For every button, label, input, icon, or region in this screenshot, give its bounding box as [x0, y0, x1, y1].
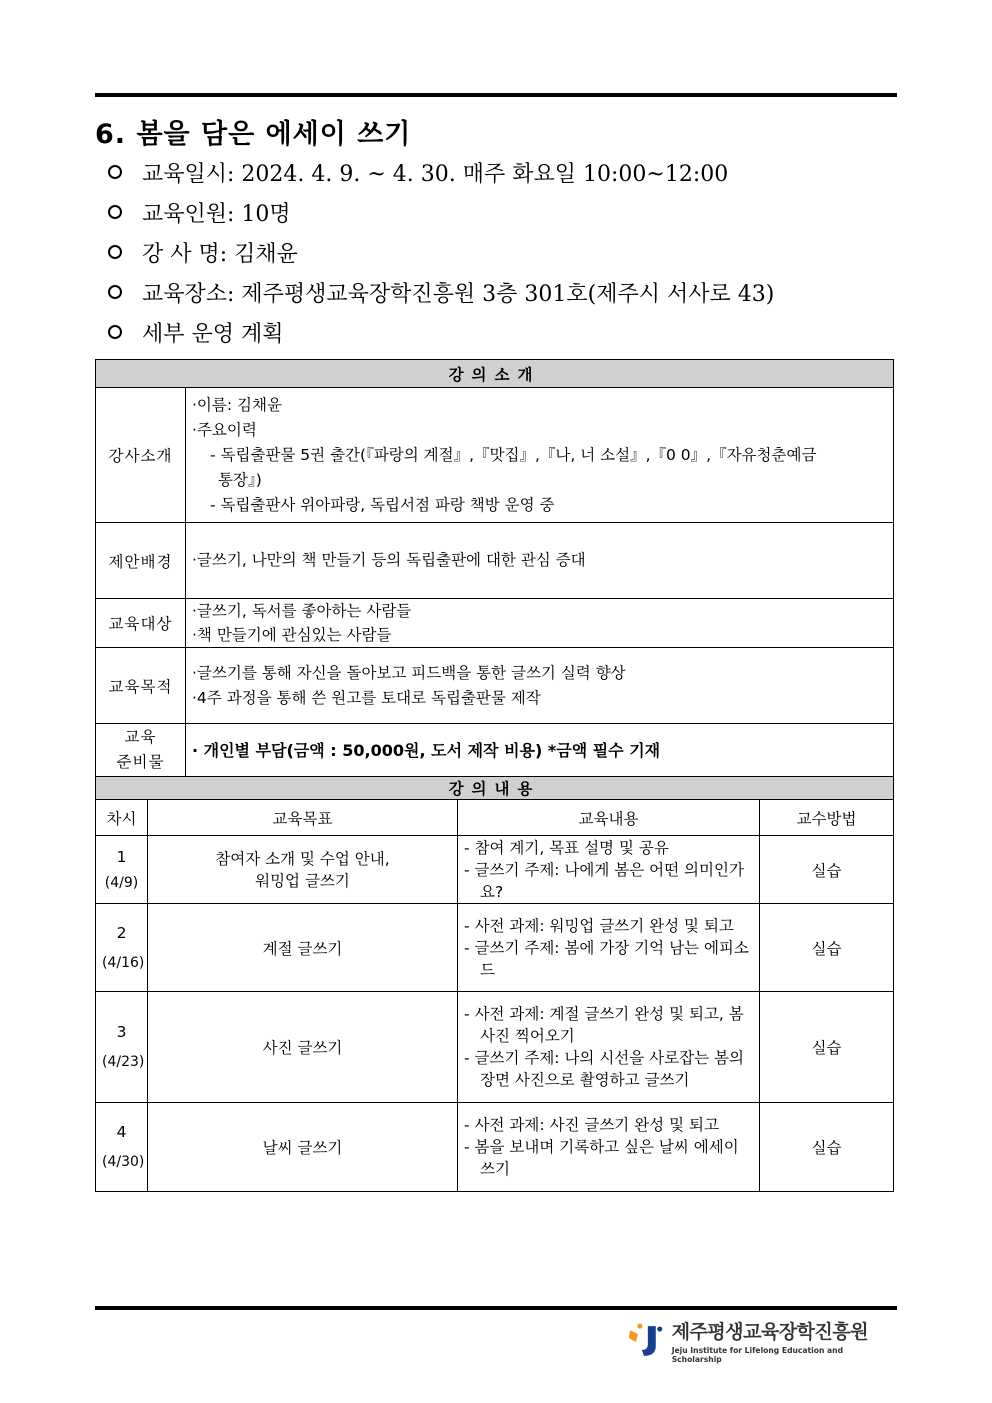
session-content-item: - 사전 과제: 계절 글쓰기 완성 및 퇴고, 봄 사진 찍어오기 [464, 1005, 744, 1045]
session-content-item: - 글쓰기 주제: 나에게 봄은 어떤 의미인가요? [464, 860, 744, 901]
operation-plan-table [95, 359, 894, 1192]
instructor-line: ·주요이력 [192, 420, 257, 439]
bullet-text: 교육일시: 2024. 4. 9. ~ 4. 30. 매주 화요일 10:00~12:00 [142, 161, 729, 187]
session-content [458, 1103, 760, 1192]
bullet-text: 교육인원: 10명 [142, 201, 291, 227]
instructor-content [186, 388, 894, 523]
session-goal-line: 계절 글쓰기 [262, 939, 343, 958]
session-goal-line: 워밍업 글쓰기 [255, 871, 350, 890]
session-number: 4 [116, 1123, 127, 1141]
session-content-item: - 참여 계기, 목표 설명 및 공유 [464, 838, 669, 857]
session-goal-line: 사진 글쓰기 [262, 1039, 343, 1057]
intro-section-heading: 강의소개 [96, 360, 894, 388]
target-content [186, 599, 894, 648]
session-number: 2 [116, 923, 127, 942]
table-row [96, 904, 894, 992]
session-method: 실습 [760, 836, 894, 904]
instructor-line: 통장』) [218, 470, 262, 489]
session-goal [148, 836, 458, 904]
session-date: (4/9) [104, 874, 139, 891]
target-label: 교육대상 [96, 599, 186, 648]
instructor-label: 강사소개 [96, 388, 186, 523]
session-date: (4/30) [102, 1154, 145, 1170]
instructor-line: - 독립출판사 위아파랑, 독립서점 파랑 책방 운영 중 [210, 495, 555, 514]
circle-bullet-icon [108, 325, 122, 339]
session-goal [148, 1103, 458, 1192]
column-header-method: 교수방법 [760, 800, 894, 836]
bullet-item [108, 232, 774, 272]
column-header-session: 차시 [96, 800, 148, 836]
session-content-item: - 봄을 보내며 기록하고 싶은 날씨 에세이 쓰기 [464, 1138, 739, 1178]
bullet-item [108, 312, 774, 352]
overview-bullets [108, 152, 774, 352]
session-number: 1 [116, 847, 127, 866]
session-method: 실습 [760, 1103, 894, 1192]
table-row [96, 1103, 894, 1192]
circle-bullet-icon [108, 165, 122, 179]
background-content: ·글쓰기, 나만의 책 만들기 등의 독립출판에 대한 관심 증대 [186, 523, 894, 599]
materials-content: · 개인별 부담(금액 : 50,000원, 도서 제작 비용) *금액 필수 기재 [186, 724, 894, 777]
circle-bullet-icon [108, 245, 122, 259]
session-goal-line: 날씨 글쓰기 [262, 1139, 343, 1157]
session-number: 3 [116, 1023, 127, 1041]
top-rule [95, 93, 897, 97]
column-header-goal: 교육목표 [148, 800, 458, 836]
goal-line: ·글쓰기를 통해 자신을 돌아보고 피드백을 통한 글쓰기 실력 향상 [192, 663, 626, 682]
organization-logo [626, 1318, 894, 1362]
bottom-rule [95, 1306, 897, 1310]
session-date: (4/16) [102, 954, 145, 971]
bullet-item [108, 152, 774, 192]
session-number-cell [96, 1103, 148, 1192]
logo-text-block [672, 1317, 894, 1364]
page-title: 6. 봄을 담은 에세이 쓰기 [95, 119, 412, 150]
session-content [458, 904, 760, 992]
session-number-cell [96, 992, 148, 1103]
materials-label [96, 724, 186, 777]
bullet-text: 강 사 명: 김채윤 [142, 241, 298, 267]
table-row [96, 836, 894, 904]
materials-label-line: 교육 [124, 728, 157, 746]
bullet-item [108, 192, 774, 232]
session-method: 실습 [760, 992, 894, 1103]
institute-logo-icon [626, 1320, 666, 1360]
session-content-item: - 글쓰기 주제: 봄에 가장 기억 남는 에피소드 [464, 938, 749, 979]
organization-name-korean: 제주평생교육장학진흥원 [671, 1320, 869, 1343]
session-content [458, 992, 760, 1103]
content-section-heading: 강의내용 [96, 777, 894, 800]
bullet-item [108, 272, 774, 312]
session-content-item: - 글쓰기 주제: 나의 시선을 사로잡는 봄의 장면 사진으로 촬영하고 글쓰기 [464, 1049, 744, 1089]
session-number-cell [96, 904, 148, 992]
target-line: ·책 만들기에 관심있는 사람들 [192, 626, 392, 644]
goal-line: ·4주 과정을 통해 쓴 원고를 토대로 독립출판물 제작 [192, 688, 541, 707]
session-date: (4/23) [102, 1054, 145, 1070]
session-number-cell [96, 836, 148, 904]
circle-bullet-icon [108, 205, 122, 219]
session-content-item: - 사전 과제: 워밍업 글쓰기 완성 및 퇴고 [464, 916, 734, 935]
goal-content [186, 648, 894, 724]
session-goal-line: 참여자 소개 및 수업 안내, [215, 849, 390, 868]
instructor-line: - 독립출판물 5권 출간(『파랑의 계절』,『맛집』,『나, 너 소설』,『0 0』,『자유청춘예금 [210, 445, 817, 464]
materials-label-line: 준비물 [116, 753, 165, 771]
target-line: ·글쓰기, 독서를 좋아하는 사람들 [192, 602, 412, 620]
organization-name-english: Jeju Institute for Lifelong Education and Scholarship [671, 1345, 844, 1364]
circle-bullet-icon [108, 285, 122, 299]
session-goal [148, 904, 458, 992]
session-goal [148, 992, 458, 1103]
session-content-item: - 사전 과제: 사진 글쓰기 완성 및 퇴고 [464, 1116, 719, 1134]
background-label: 제안배경 [96, 523, 186, 599]
bullet-text: 세부 운영 계획 [142, 321, 284, 347]
session-content [458, 836, 760, 904]
bullet-text: 교육장소: 제주평생교육장학진흥원 3층 301호(제주시 서사로 43) [142, 281, 775, 307]
instructor-line: ·이름: 김채윤 [192, 395, 282, 414]
table-row [96, 992, 894, 1103]
goal-label: 교육목적 [96, 648, 186, 724]
column-header-content: 교육내용 [458, 800, 760, 836]
session-method: 실습 [760, 904, 894, 992]
